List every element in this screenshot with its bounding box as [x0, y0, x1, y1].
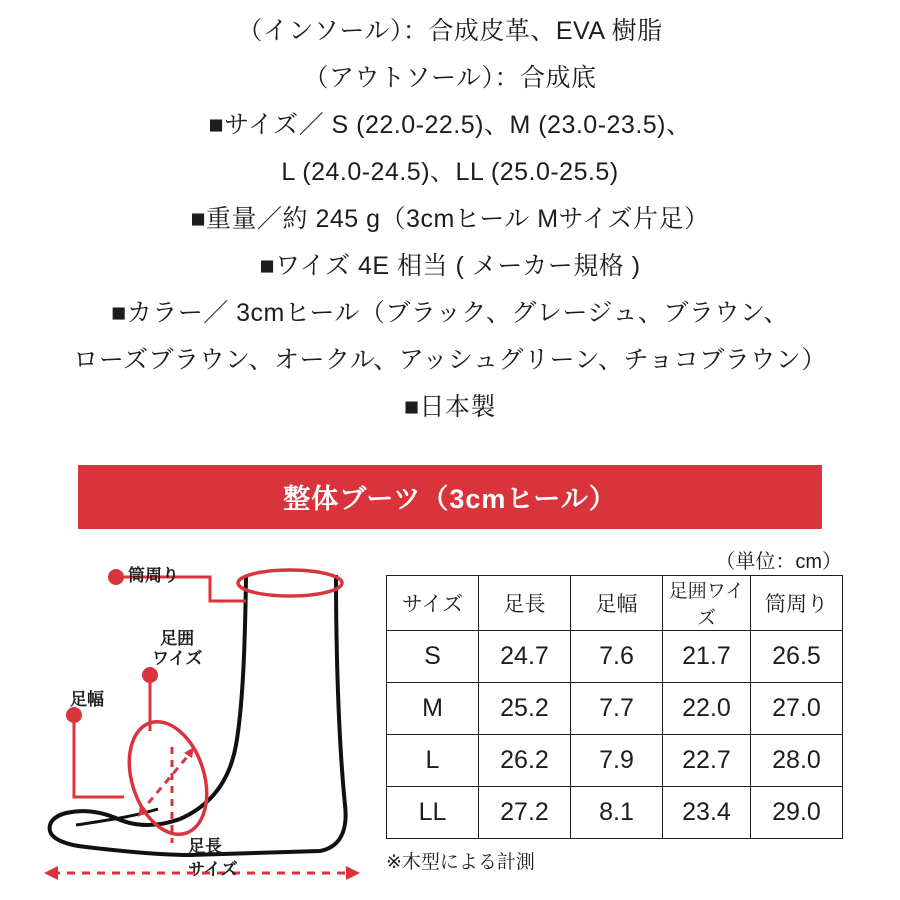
boot-front-line	[180, 577, 246, 819]
col-header-foot-length: 足長	[479, 576, 571, 631]
cell-cuff: 28.0	[751, 735, 843, 787]
label-foot-length: 足長	[188, 837, 222, 856]
unit-label: （単位：cm）	[715, 551, 842, 573]
table-row	[387, 735, 843, 787]
spec-line: ■カラー／ 3cmヒール（ブラック、グレージュ、ブラウン、	[111, 299, 789, 327]
foot-width-leader-line	[74, 715, 124, 797]
col-header-cuff: 筒周り	[751, 576, 843, 631]
size-table-wrapper	[386, 575, 842, 874]
col-header-size: サイズ	[387, 576, 479, 631]
boot-back-line	[190, 575, 346, 855]
section-banner: 整体ブーツ（3cmヒール）	[78, 465, 822, 529]
cuff-circumference-ellipse	[238, 570, 342, 596]
label-foot-width: 足幅	[70, 690, 104, 709]
label-cuff-circumference: 筒周り	[128, 566, 179, 585]
foot-width-arrow	[140, 751, 192, 813]
table-note: ※木型による計測	[386, 852, 535, 873]
cuff-leader-dot	[108, 569, 124, 585]
ball-girth-leader-dot	[142, 667, 158, 683]
cell-foot-length: 27.2	[479, 787, 571, 839]
spec-line: （アウトソール）：合成底	[303, 64, 597, 92]
table-row	[387, 683, 843, 735]
cell-foot-width: 7.9	[571, 735, 663, 787]
cell-size: S	[387, 631, 479, 683]
cell-size: M	[387, 683, 479, 735]
table-row	[387, 631, 843, 683]
foot-width-arrowhead-top	[184, 747, 194, 758]
col-header-foot-width: 足幅	[571, 576, 663, 631]
label-ball-girth	[152, 629, 202, 669]
spec-line: L (24.0-24.5)、LL (25.0-25.5)	[281, 158, 619, 186]
foot-measurement-diagram	[40, 555, 380, 885]
cell-size: L	[387, 735, 479, 787]
foot-diagram-svg	[40, 555, 380, 885]
cell-foot-width: 7.7	[571, 683, 663, 735]
col-header-ball-girth: 足囲ワイズ	[663, 576, 751, 631]
cell-size: LL	[387, 787, 479, 839]
foot-length-arrowhead-left	[44, 866, 58, 880]
cell-cuff: 27.0	[751, 683, 843, 735]
size-chart-section	[0, 545, 900, 895]
cell-ball-girth: 23.4	[663, 787, 751, 839]
cell-cuff: 26.5	[751, 631, 843, 683]
spec-line: （インソール）：合成皮革、EVA 樹脂	[237, 17, 663, 45]
cell-ball-girth: 21.7	[663, 631, 751, 683]
spec-line: ■日本製	[403, 393, 497, 421]
cell-foot-length: 24.7	[479, 631, 571, 683]
cell-ball-girth: 22.0	[663, 683, 751, 735]
label-size: サイズ	[188, 860, 238, 879]
spec-line: ■重量／約 245 g（3cmヒール Mサイズ片足）	[190, 205, 710, 233]
spec-line: ローズブラウン、オークル、アッシュグリーン、チョコブラウン）	[73, 346, 827, 374]
spec-line: ■サイズ／ S (22.0-22.5)、M (23.0-23.5)、	[208, 111, 692, 139]
table-row	[387, 787, 843, 839]
cell-ball-girth: 22.7	[663, 735, 751, 787]
cell-foot-width: 7.6	[571, 631, 663, 683]
spec-line: ■ワイズ 4E 相当 ( メーカー規格 )	[259, 252, 641, 280]
size-table-head	[387, 576, 843, 631]
foot-length-arrowhead-right	[346, 866, 360, 880]
cell-foot-width: 8.1	[571, 787, 663, 839]
size-table-body	[387, 631, 843, 839]
label-ball-girth-line2: ワイズ	[152, 649, 203, 668]
cell-foot-length: 25.2	[479, 683, 571, 735]
label-ball-girth-line1: 足囲	[160, 629, 195, 648]
table-header-row	[387, 576, 843, 631]
product-spec-block	[0, 0, 900, 431]
size-table	[386, 575, 843, 839]
cell-cuff: 29.0	[751, 787, 843, 839]
cell-foot-length: 26.2	[479, 735, 571, 787]
